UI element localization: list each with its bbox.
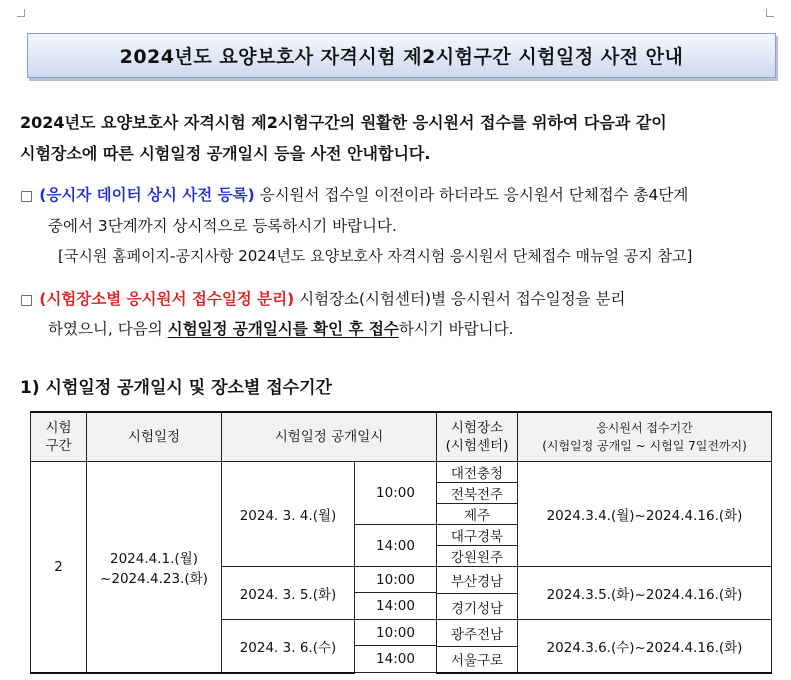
header-schedule: 시험일정: [87, 412, 222, 462]
intro-line-1: 2024년도 요양보호사 자격시험 제2시험구간의 원활한 응시원서 접수를 위하여 다음과 같이: [20, 113, 667, 132]
release-time-cell: 10:00: [355, 462, 437, 525]
page-corner-mark-right: [766, 9, 774, 17]
notice-1-text-1: 응시원서 접수일 이전이라 하더라도 응시원서 단체접수 총4단계: [254, 186, 689, 204]
table-header-row: [31, 412, 772, 462]
release-date-cell: 2024. 3. 5.(화): [222, 567, 355, 620]
document-title: 2024년도 요양보호사 자격시험 제2시험구간 시험일정 사전 안내: [119, 46, 684, 68]
header-venue: 시험장소 (시험센터): [437, 412, 518, 462]
notice-2-emphasis: 시험일정 공개일시를 확인 후 접수: [167, 320, 399, 338]
header-period: 응시원서 접수기간 (시험일정 공개일 ~ 시험일 7일전까지): [518, 412, 772, 462]
notice-1-line-1: [20, 180, 785, 212]
venue-cell: 강원원주: [437, 546, 518, 567]
period-cell: 2024.3.6.(수)~2024.4.16.(화): [518, 620, 772, 673]
period-cell: 2024.3.5.(화)~2024.4.16.(화): [518, 567, 772, 620]
section-cell: 2: [31, 462, 87, 673]
venue-cell: 경기성남: [437, 594, 518, 620]
release-date-cell: 2024. 3. 6.(수): [222, 620, 355, 673]
page-corner-mark-left: [17, 9, 25, 17]
square-bullet-icon: □: [20, 292, 34, 308]
period-cell: 2024.3.4.(월)~2024.4.16.(화): [518, 462, 772, 567]
venue-cell: 대구경북: [437, 525, 518, 546]
section-1-heading: 1) 시험일정 공개일시 및 장소별 접수기간: [20, 378, 332, 398]
release-time-cell: 10:00: [355, 567, 437, 593]
venue-cell: 전북전주: [437, 483, 518, 504]
venue-cell: 부산경남: [437, 567, 518, 594]
notice-2-line-2: [48, 314, 791, 345]
header-section: 시험 구간: [31, 412, 87, 462]
title-banner: [27, 33, 776, 78]
venue-cell: 대전충청: [437, 462, 518, 483]
release-time-cell: 14:00: [355, 525, 437, 567]
venue-cell: 제주: [437, 504, 518, 525]
notice-1-highlight: (응시자 데이터 상시 사전 등록): [39, 186, 255, 204]
venue-cell: 광주전남: [437, 620, 518, 647]
notice-1-line-2: 중에서 3단계까지 상시적으로 등록하시기 바랍니다.: [48, 217, 397, 235]
release-time-cell: 14:00: [355, 593, 437, 620]
notice-1-reference: [국시원 홈페이지-공지사항 2024년도 요양보호사 자격시험 응시원서 단체접수 매뉴얼 공지 참고]: [58, 247, 693, 265]
header-release: 시험일정 공개일시: [222, 412, 437, 462]
venue-cell: 서울구로: [437, 647, 518, 673]
table-row: [31, 462, 772, 483]
release-date-cell: 2024. 3. 4.(월): [222, 462, 355, 567]
intro-line-2: 시험장소에 따른 시험일정 공개일시 등을 사전 안내합니다.: [20, 144, 431, 163]
notice-2-text-2-post: 하시기 바랍니다.: [398, 320, 514, 338]
notice-2-text-2-pre: 하였으니, 다음의: [48, 320, 168, 338]
release-time-cell: 14:00: [355, 646, 437, 673]
notice-2-line-1: [20, 284, 785, 316]
notice-2-text-1: 시험장소(시험센터)별 응시원서 접수일정을 분리: [294, 290, 626, 308]
square-bullet-icon: □: [20, 188, 34, 204]
schedule-table: [30, 411, 772, 674]
schedule-cell: 2024.4.1.(월) ~2024.4.23.(화): [87, 462, 222, 673]
release-time-cell: 10:00: [355, 620, 437, 646]
notice-2-highlight: (시험장소별 응시원서 접수일정 분리): [39, 290, 295, 308]
